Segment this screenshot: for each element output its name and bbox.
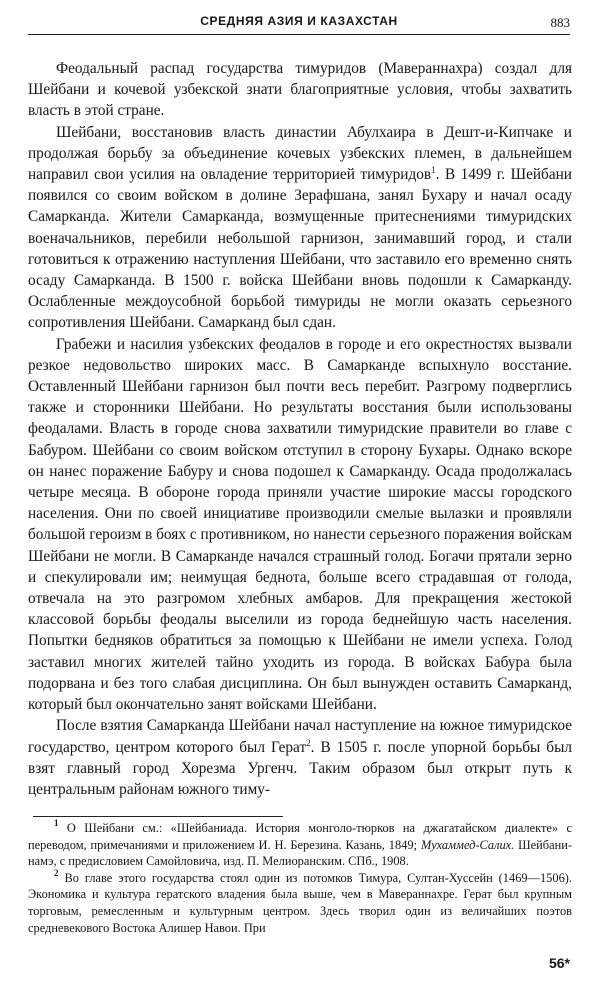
footnote-1-text-after: Шейбани-намэ, с предисловием Самойловича, изд. П. Мелиоранским. СПб., 1908. [28, 837, 573, 869]
paragraph-3 [28, 334, 572, 716]
paragraph-3-text: Грабежи и насилия узбекских феодалов в городе и его окрестностях вызвали резкое недовольство широких масс. В Самарканде вспыхнуло восстание. Оставленный Шейбани гарнизон был почти весь перебит. Разгрому подверглись также и сторонники Шейбани. Но результаты восстания были использованы феодалами. Власть в городе снова захватили тимуридские правители во главе с Бабуром. Шейбани со своим войском отступил в сторону Бухары. Однако вскоре он нанес поражение Бабуру и снова подошел к Самарканду. Осада продолжалась четыре месяца. В обороне города приняли участие широкие массы городского населения. Они по своей инициативе производили смелые вылазки и проявляли большой героизм в боях с противником, но нанести серьезного поражения войскам Шейбани не могли. В Самарканде начался страшный голод. Богачи прятали зерно и спекулировали им; неимущая беднота, больше всего страдавшая от голода, отвечала на это разгромом хлебных амбаров. Для прекращения жестокой классовой борьбы феодалы выселили из города беднейшую часть населения. Попытки бедняков обратиться за помощью к Шейбани не имели успеха. Голод заставил многих жителей тайно уходить из города. В войсках Бабура была подорвана и без того слабая дисциплина. Он был вынужден оставить Самарканд, который был окончательно занят войсками Шейбани. [28, 335, 572, 714]
running-title: СРЕДНЯЯ АЗИЯ И КАЗАХСТАН [200, 14, 398, 28]
running-header [28, 12, 570, 35]
paragraph-4 [28, 715, 572, 800]
footnotes [28, 820, 572, 936]
footnote-2-number: 2 [54, 867, 59, 878]
footnote-2 [28, 867, 572, 936]
paragraph-2-text-before: Шейбани, восстановив власть династии Абулхаира в Дешт-и-Кипчаке и продолжая борьбу за объединение кочевых узбекских племен, в дальнейшем направил свои усилия на овладение территорией тимуридов [28, 123, 572, 184]
footnote-1 [28, 820, 572, 870]
footnote-2-text: Во главе этого государства стоял один из потомков Тимура, Султан-Хуссейн (1469—1506). Экономика и культура гератского владения была выше, чем в Мавераннахре. Герат был крупным торговым, ремесленным и культурным центром. Здесь творил один из величайших поэтов средневекового Востока Алишер Навои. При [28, 870, 572, 935]
footnote-ref-2: 2 [306, 737, 311, 748]
paragraph-2 [28, 122, 572, 334]
footnote-1-text-before: О Шейбани см.: «Шейбаниада. История монголо-тюрков на джагатайском диалекте» с переводом, примечаниями и приложением И. Н. Березина. Казань, 1849; [28, 821, 572, 852]
paragraph-1 [28, 58, 572, 122]
footnote-1-author: Мухаммед-Салих. [420, 837, 515, 852]
paragraph-4-text-before: После взятия Самарканда Шейбани начал наступление на южное тимуридское государство, центром которого был Герат [28, 717, 572, 756]
footnote-ref-1: 1 [431, 165, 436, 176]
page-number: 883 [550, 15, 570, 30]
paragraph-2-text-after: . В 1499 г. Шейбани появился со своим войском в долине Зерафшана, занял Бухару и начал осаду Самарканда. Жители Самарканда, возмущенные притеснениями тимуридских военачальников, перебили небольшой гарнизон, занимавший город, и стали готовиться к отражению наступления Шейбани, что заставило его временно снять осаду Самарканда. В 1500 г. войска Шейбани вновь подошли к Самарканду. Ослабленные междоусобной борьбой тимуриды не могли оказать серьезного сопротивления Шейбани. Самарканд был сдан. [28, 166, 572, 332]
paragraph-1-text: Феодальный распад государства тимуридов (Мавераннахра) создал для Шейбани и кочевой узбекской знати благоприятные условия, чтобы захватить власть в этой стране. [28, 60, 572, 120]
footnote-1-number: 1 [54, 818, 59, 828]
signature-mark: 56* [548, 955, 570, 971]
main-text [28, 58, 572, 800]
paragraph-4-text-after: . В 1505 г. после упорной борьбы был взят главный город Хорезма Ургенч. Таким образом был открыт путь к центральным районам южного тиму- [28, 738, 572, 798]
footnote-separator [33, 816, 283, 817]
